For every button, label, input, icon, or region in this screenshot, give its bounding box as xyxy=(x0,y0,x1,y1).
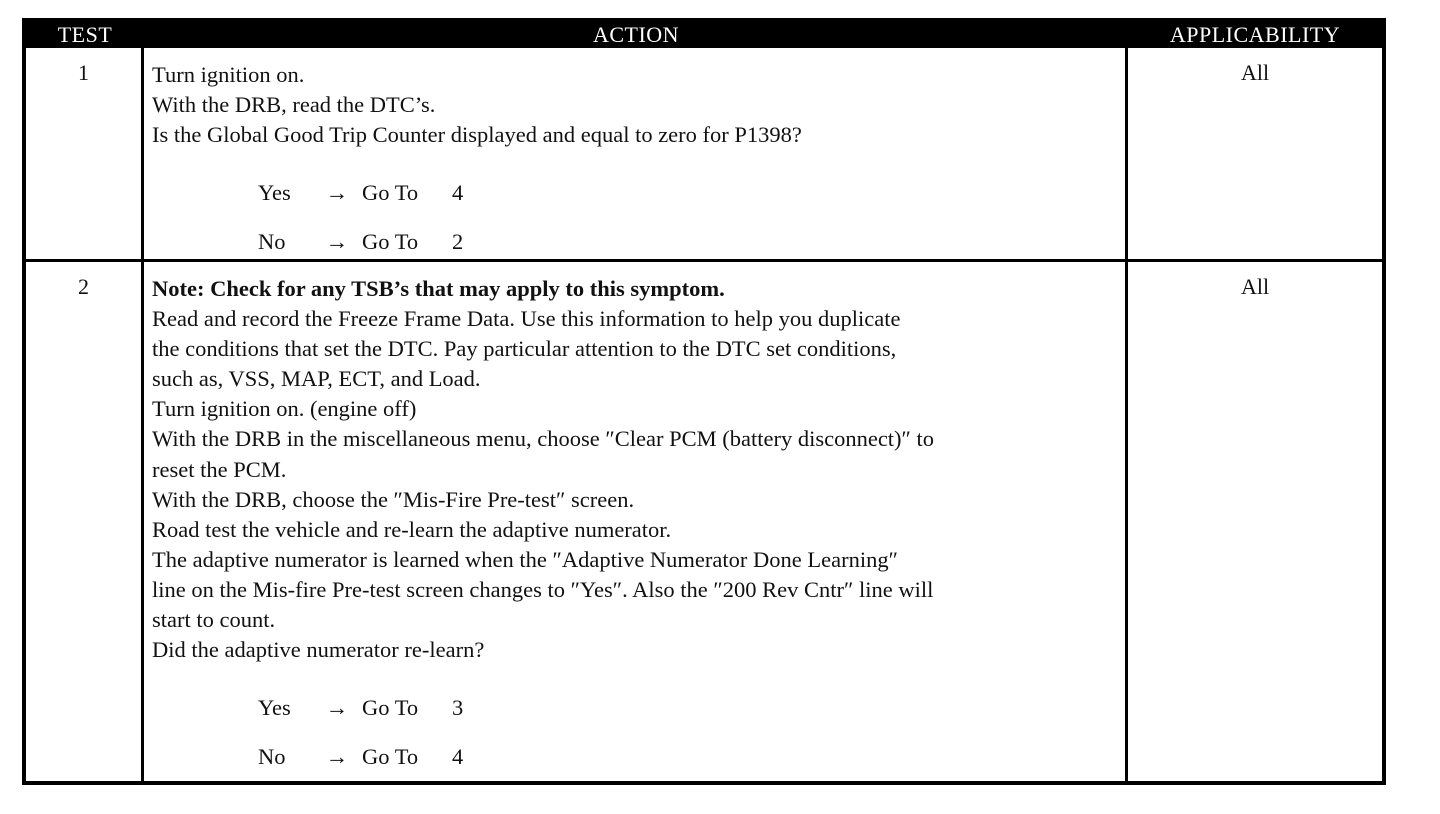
table-header xyxy=(26,22,1382,48)
action-line: line on the Mis-fire Pre-test screen changes to ″Yes″. Also the ″200 Rev Cntr″ line will xyxy=(152,576,934,602)
applicability-cell: All xyxy=(1240,60,1270,85)
action-line: Turn ignition on. xyxy=(152,62,305,87)
branch-yes xyxy=(152,683,1119,732)
branch-answer: Yes xyxy=(258,179,291,205)
right-arrow-icon: → xyxy=(325,228,349,254)
action-line: reset the PCM. xyxy=(152,456,287,482)
branch-yes xyxy=(152,168,1119,217)
action-line: With the DRB in the miscellaneous menu, choose ″Clear PCM (battery disconnect)″ to xyxy=(152,426,935,452)
diagnostic-table xyxy=(22,18,1386,785)
action-line: With the DRB, read the DTC’s. xyxy=(152,92,436,118)
right-arrow-icon: → xyxy=(325,694,349,720)
branch-answer: No xyxy=(258,743,286,769)
table-row xyxy=(26,259,1382,781)
action-line: The adaptive numerator is learned when the ″Adaptive Numerator Done Learning″ xyxy=(152,546,898,572)
action-line: Turn ignition on. (engine off) xyxy=(152,396,417,422)
branch-goto: Go To xyxy=(362,179,419,205)
branch-goto: Go To xyxy=(362,694,419,720)
action-line: Did the adaptive numerator re-learn? xyxy=(152,637,485,663)
branch-goto: Go To xyxy=(362,228,419,254)
applicability-cell: All xyxy=(1240,274,1270,299)
right-arrow-icon: → xyxy=(325,179,349,205)
test-number: 2 xyxy=(26,262,144,781)
branch-goto: Go To xyxy=(362,743,419,769)
action-line: With the DRB, choose the ″Mis-Fire Pre-test″ screen. xyxy=(152,486,635,512)
header-test: TEST xyxy=(57,22,113,47)
note-line: Note: Check for any TSB’s that may apply to this symptom. xyxy=(152,276,725,301)
branch-answer: Yes xyxy=(258,694,291,720)
header-action: ACTION xyxy=(592,22,680,47)
branch-target: 4 xyxy=(452,179,464,205)
action-line: start to count. xyxy=(152,607,276,633)
table-row xyxy=(26,48,1382,259)
branch-target: 4 xyxy=(452,743,464,769)
action-line: Is the Global Good Trip Counter displayed and equal to zero for P1398? xyxy=(152,122,802,148)
right-arrow-icon: → xyxy=(325,743,349,769)
action-line: such as, VSS, MAP, ECT, and Load. xyxy=(152,366,481,392)
test-number: 1 xyxy=(26,48,144,259)
action-line: the conditions that set the DTC. Pay particular attention to the DTC set conditions, xyxy=(152,336,897,362)
branch-no xyxy=(152,732,1119,781)
branch-list xyxy=(152,683,1119,781)
action-line: Read and record the Freeze Frame Data. Use this information to help you duplicate xyxy=(152,306,901,332)
branch-target: 3 xyxy=(452,694,464,720)
branch-list xyxy=(152,168,1119,266)
branch-target: 2 xyxy=(452,228,464,254)
action-line: Road test the vehicle and re-learn the adaptive numerator. xyxy=(152,516,672,542)
header-applicability: APPLICABILITY xyxy=(1169,22,1341,47)
branch-answer: No xyxy=(258,228,286,254)
action-cell xyxy=(144,48,1128,259)
action-cell xyxy=(144,262,1128,781)
